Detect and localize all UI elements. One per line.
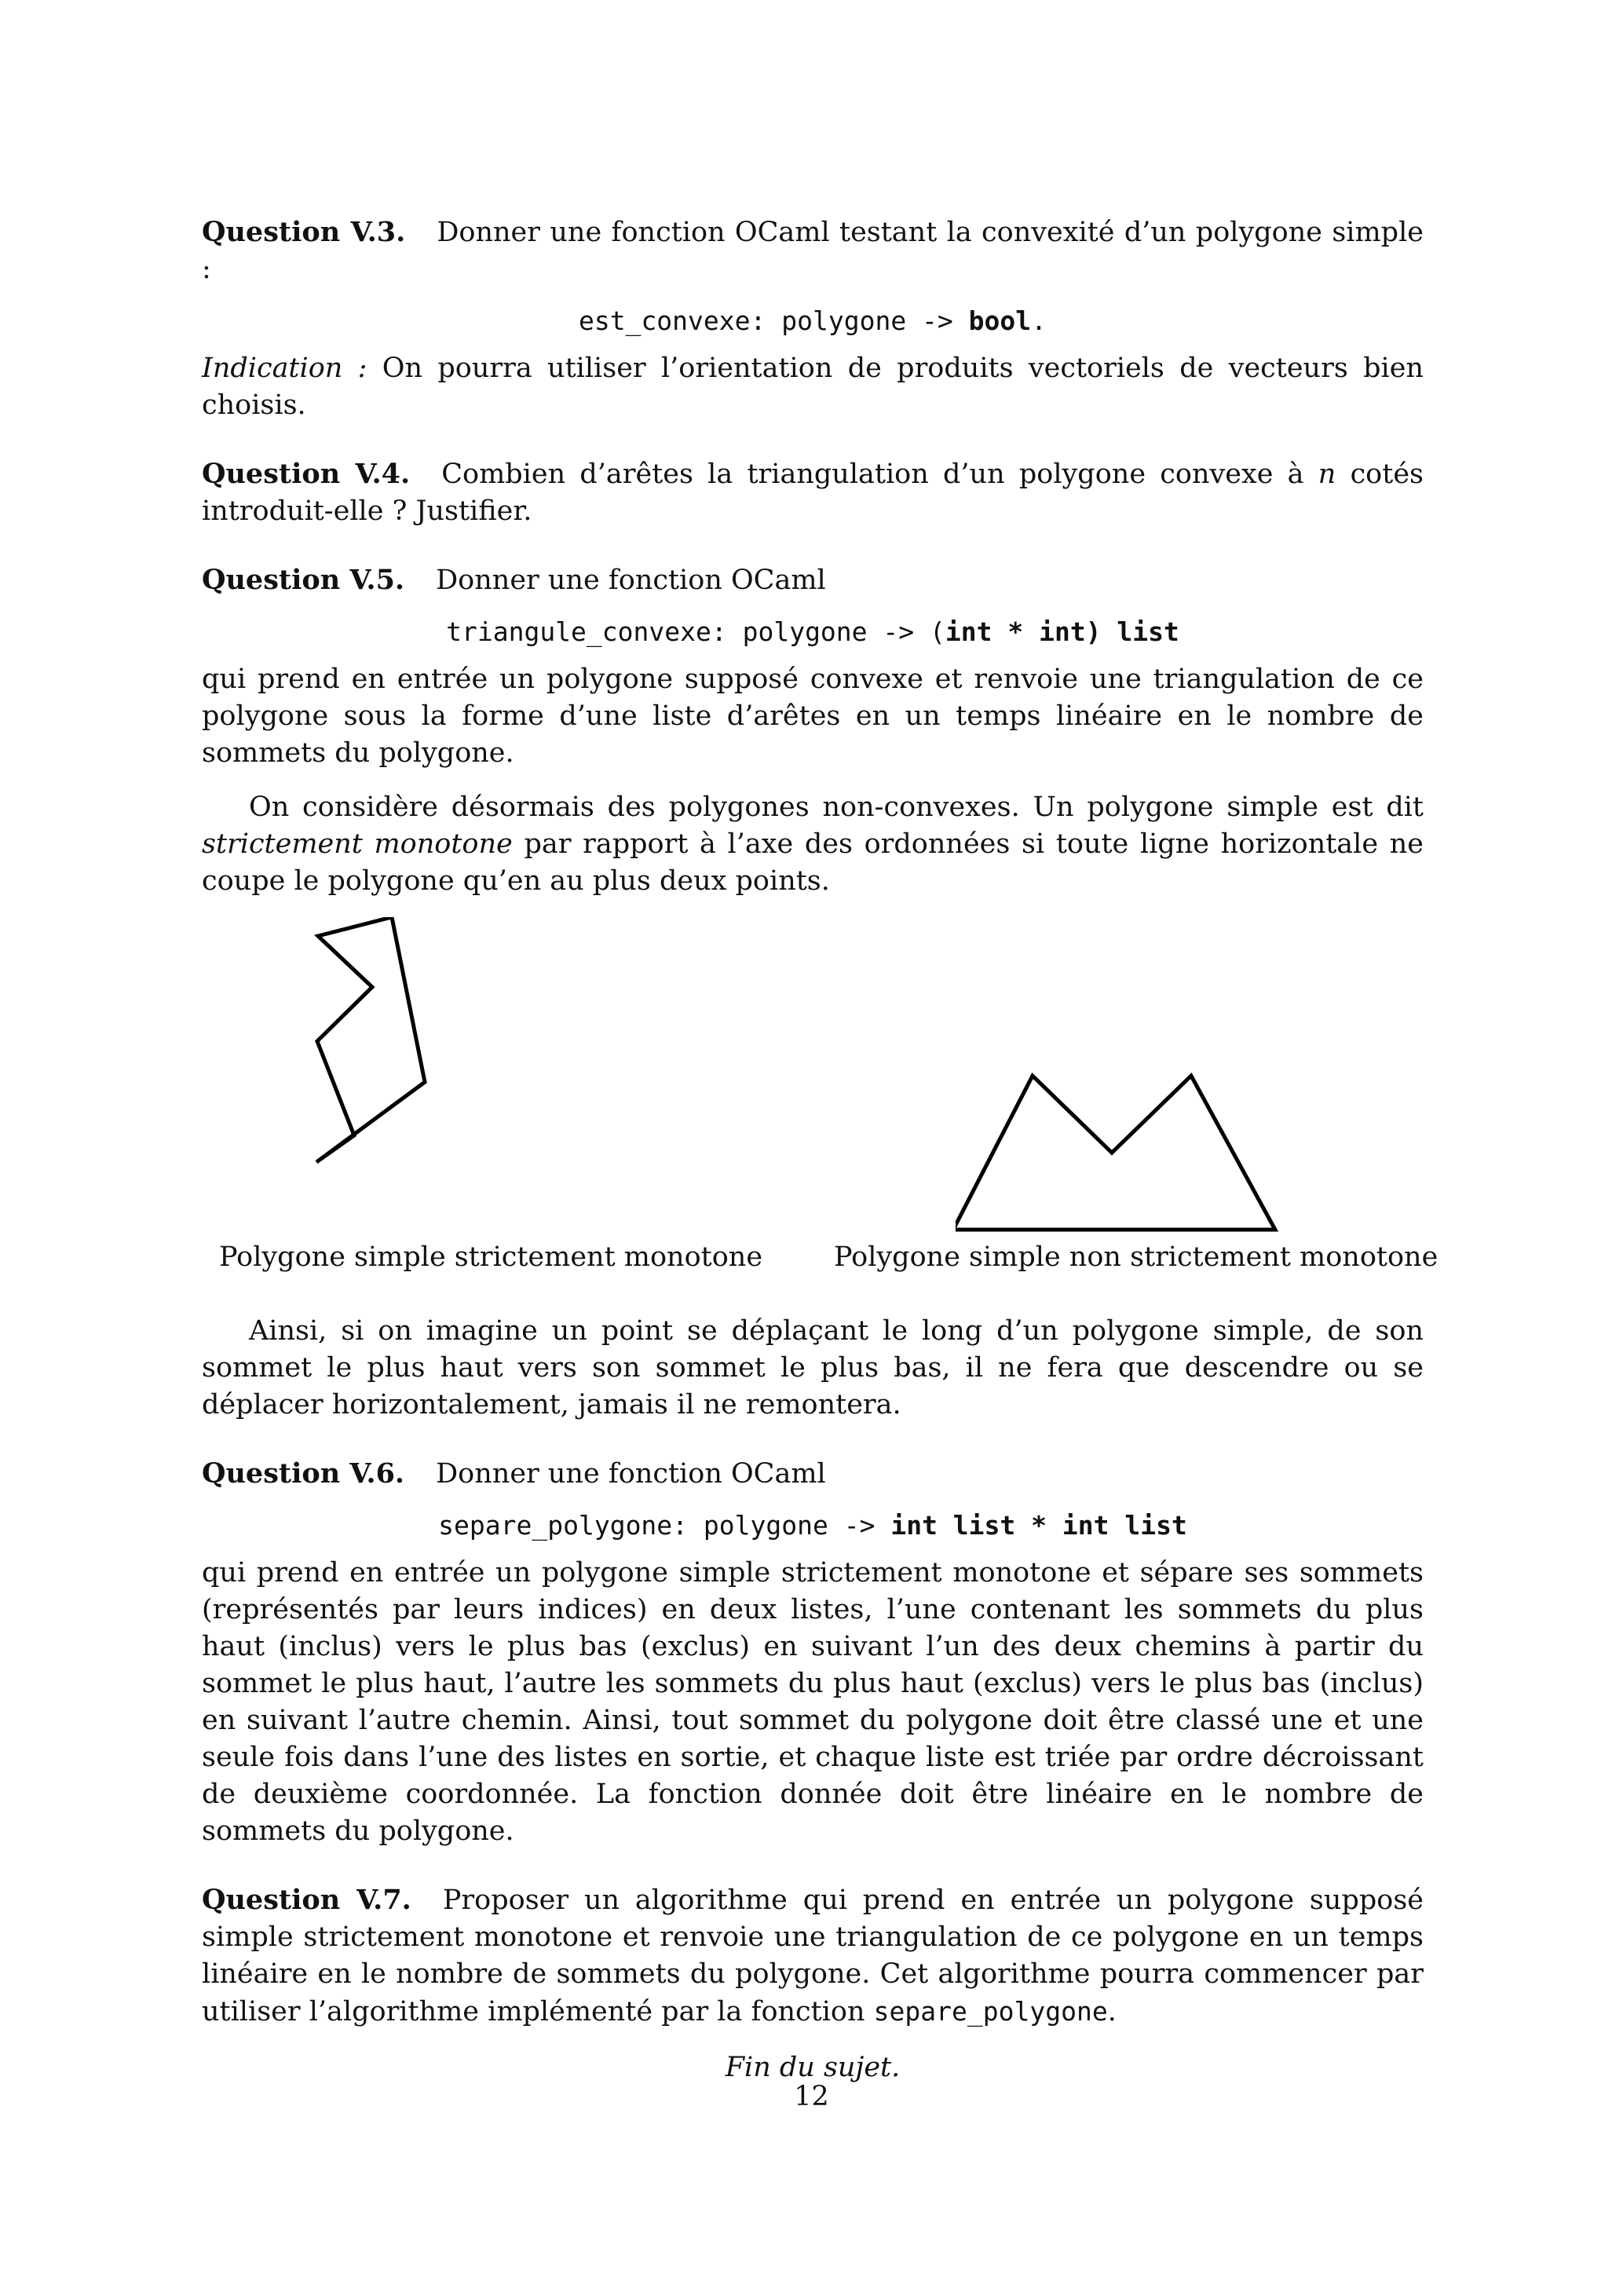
code-type: int * int) list xyxy=(945,616,1179,647)
question-v5 xyxy=(202,561,1424,599)
code-name: est_convexe: polygone -> xyxy=(578,305,953,336)
page-content xyxy=(202,214,1438,2086)
question-label: Question V.7. xyxy=(202,1884,411,1916)
non-monotone-polygon-figure xyxy=(956,917,1427,1247)
page-number: 12 xyxy=(794,2081,829,2112)
question-v5-details: qui prend en entrée un polygone supposé convexe et renvoie une triangulation de ce polygone sous la forme d’une liste d’arêtes en un temps linéaire en le nombre de sommets du polygone. xyxy=(202,664,1424,769)
question-label: Question V.4. xyxy=(202,458,411,490)
question-label: Question V.5. xyxy=(202,564,405,596)
variable-n: n xyxy=(1318,459,1336,490)
inline-code: separe_polygone xyxy=(873,1996,1108,2027)
question-end: . xyxy=(1107,1996,1117,2027)
question-text: Donner une fonction OCaml xyxy=(436,565,826,596)
question-v6-details: qui prend en entrée un polygone simple strictement monotone et sépare ses sommets (représentés par leurs indices) en deux listes, l’une contenant les sommets du plus haut (inclus) vers le plus bas (exclus) en suivant l’un des deux chemins à partir du sommet le plus haut, l’autre les sommets du plus haut (exclus) vers le plus bas (inclus) en suivant l’autre chemin. Ainsi, tout sommet du polygone doit être classé une et une seule fois dans l’une des listes en sortie, et chaque liste est triée par ordre décroissant de deuxième coordonnée. La fonction donnée doit être linéaire en le nombre de sommets du polygone. xyxy=(202,1557,1424,1847)
question-v3 xyxy=(202,214,1424,288)
paragraph-text: On considère désormais des polygones non-convexes. Un polygone simple est dit xyxy=(249,792,1424,823)
code-signature xyxy=(202,613,1424,650)
hint xyxy=(202,350,1424,424)
right-figure-caption: Polygone simple non strictement monotone xyxy=(834,1241,1438,1273)
code-signature xyxy=(202,1507,1424,1544)
code-name: triangule_convexe: polygone -> ( xyxy=(446,616,945,647)
code-signature xyxy=(202,302,1424,339)
question-text: Proposer un algorithme qui prend en entrée un polygone supposé simple strictement monotone et renvoie une triangulation de ce polygone en un temps linéaire en le nombre de sommets du polygone. Cet algorithme pourra commencer par utiliser l’algorithme implémenté par la fonction xyxy=(202,1885,1424,2027)
emphasis-term: strictement monotone xyxy=(202,828,513,860)
strictly-monotone-polygon-figure xyxy=(202,917,830,1247)
non-monotone-polygon xyxy=(956,1076,1275,1230)
code-type: int list * int list xyxy=(890,1510,1187,1541)
monotone-polygon xyxy=(316,917,425,1162)
code-type: bool xyxy=(968,305,1032,336)
hint-text: On pourra utiliser l’orientation de produits vectoriels de vecteurs bien choisis. xyxy=(202,353,1424,421)
code-end: . xyxy=(1031,305,1047,336)
question-text-end: cotés introduit-elle ? Justifier. xyxy=(202,459,1424,527)
paragraph-movement: Ainsi, si on imagine un point se déplaçant le long d’un polygone simple, de son sommet le plus haut vers son sommet le plus bas, il ne fera que descendre ou se déplacer horizontalement, jamais il ne remontera. xyxy=(202,1315,1424,1420)
figures xyxy=(202,917,1438,1286)
hint-label: Indication : xyxy=(202,353,367,384)
question-v6 xyxy=(202,1455,1424,1493)
question-v7 xyxy=(202,1881,1424,2031)
question-v4 xyxy=(202,455,1424,530)
end-text: Fin du sujet. xyxy=(725,2052,901,2083)
code-name: separe_polygone: polygone -> xyxy=(438,1510,875,1541)
paragraph-monotone xyxy=(202,789,1424,900)
question-text: Donner une fonction OCaml xyxy=(436,1458,826,1490)
question-label: Question V.6. xyxy=(202,1457,405,1490)
left-figure-caption: Polygone simple strictement monotone xyxy=(219,1241,763,1273)
paragraph-text-end: par rapport à l’axe des ordonnées si toute ligne horizontale ne coupe le polygone qu’en au plus deux points. xyxy=(202,828,1424,897)
question-text: Combien d’arêtes la triangulation d’un polygone convexe à xyxy=(441,459,1304,490)
question-label: Question V.3. xyxy=(202,216,406,248)
question-text: Donner une fonction OCaml testant la convexité d’un polygone simple : xyxy=(202,217,1424,285)
